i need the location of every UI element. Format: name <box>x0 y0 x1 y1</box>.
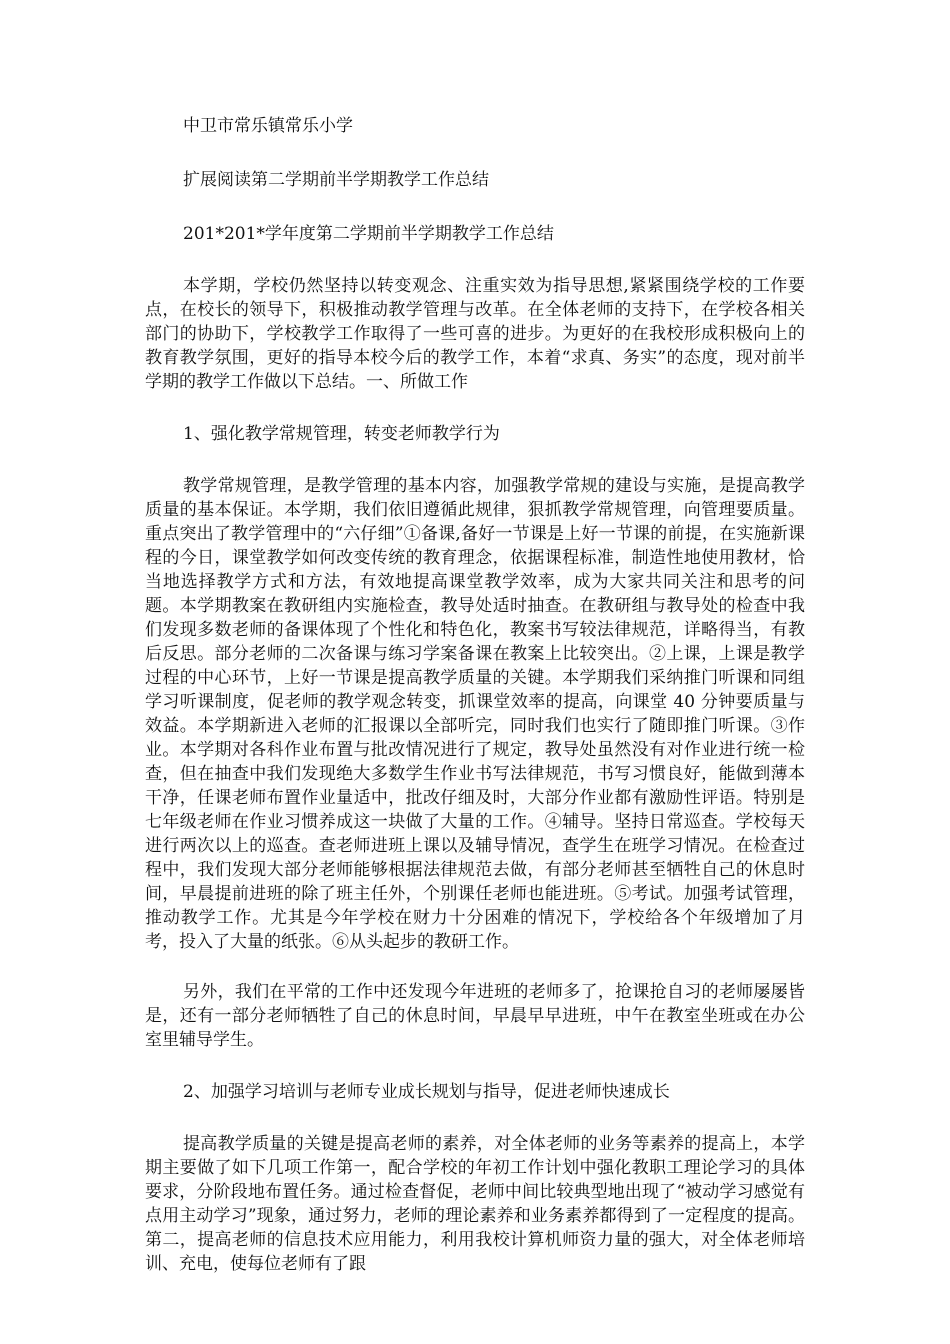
school-name: 中卫市常乐镇常乐小学 <box>183 116 353 136</box>
section-heading-2: 2、加强学习培训与老师专业成长规划与指导，促进老师快速成长 <box>183 1082 670 1102</box>
document-title: 201*201*学年度第二学期前半学期教学工作总结 <box>183 224 554 244</box>
body-paragraph-2: 另外，我们在平常的工作中还发现今年进班的老师多了，抢课抢自习的老师屡屡皆是，还有一部分老师牺牲了自己的休息时间，早晨早早进班，中午在教室坐班或在办公室里辅导学生。 <box>145 982 805 1050</box>
reading-label: 扩展阅读第二学期前半学期教学工作总结 <box>183 170 489 190</box>
section-heading-1: 1、强化教学常规管理，转变老师教学行为 <box>183 424 500 444</box>
body-paragraph-1: 教学常规管理，是教学管理的基本内容，加强教学常规的建设与实施，是提高教学质量的基本保证。本学期，我们依旧遵循此规律，狠抓教学常规管理，向管理要质量。重点突出了教学管理中的“六仔细”①备课,备好一节课是上好一节课的前提，在实施新课程的今日，课堂教学如何改变传统的教育理念，依据课程标准，制造性地使用教材，恰当地选择教学方式和方法，有效地提高课堂教学效率，成为大家共同关注和思考的问题。本学期教案在教研组内实施检查，教导处适时抽查。在教研组与教导处的检查中我们发现多数老师的备课体现了个性化和特色化，教案书写较法律规范，详略得当，有教后反思。部分老师的二次备课与练习学案备课在教案上比较突出。②上课，上课是教学过程的中心环节，上好一节课是提高教学质量的关键。本学期我们采纳推门听课和同组学习听课制度，促老师的教学观念转变，抓课堂效率的提高，向课堂 40 分钟要质量与效益。本学期新进入老师的汇报课以全部听完，同时我们也实行了随即推门听课。③作业。本学期对各科作业布置与批改情况进行了规定，教导处虽然没有对作业进行统一检查，但在抽查中我们发现绝大多数学生作业书写法律规范，书写习惯良好，能做到薄本干净，任课老师布置作业量适中，批改仔细及时，大部分作业都有激励性评语。特别是七年级老师在作业习惯养成这一块做了大量的工作。④辅导。坚持日常巡查。学校每天进行两次以上的巡查。查老师进班上课以及辅导情况，查学生在班学习情况。在检查过程中，我们发现大部分老师能够根据法律规范去做，有部分老师甚至牺牲自己的休息时间，早晨提前进班的除了班主任外，个别课任老师也能进班。⑤考试。加强考试管理，推动教学工作。尤其是今年学校在财力十分困难的情况下，学校给各个年级增加了月考，投入了大量的纸张。⑥从头起步的教研工作。 <box>145 476 805 952</box>
document-page <box>145 112 805 1302</box>
body-paragraph-3: 提高教学质量的关键是提高老师的素养，对全体老师的业务等素养的提高上，本学期主要做了如下几项工作第一，配合学校的年初工作计划中强化教职工理论学习的具体要求，分阶段地布置任务。通过检查督促，老师中间比较典型地出现了“被动学习感觉有点用主动学习”现象，通过努力，老师的理论素养和业务素养都得到了一定程度的提高。第二，提高老师的信息技术应用能力，利用我校计算机师资力量的强大，对全体老师培训、充电，使每位老师有了跟 <box>145 1134 805 1274</box>
intro-paragraph: 本学期，学校仍然坚持以转变观念、注重实效为指导思想,紧紧围绕学校的工作要点，在校长的领导下，积极推动教学管理与改革。在全体老师的支持下，在学校各相关部门的协助下，学校教学工作取得了一些可喜的进步。为更好的在我校形成积极向上的教育教学氛围，更好的指导本校今后的教学工作，本着“求真、务实”的态度，现对前半学期的教学工作做以下总结。一、所做工作 <box>145 276 805 392</box>
